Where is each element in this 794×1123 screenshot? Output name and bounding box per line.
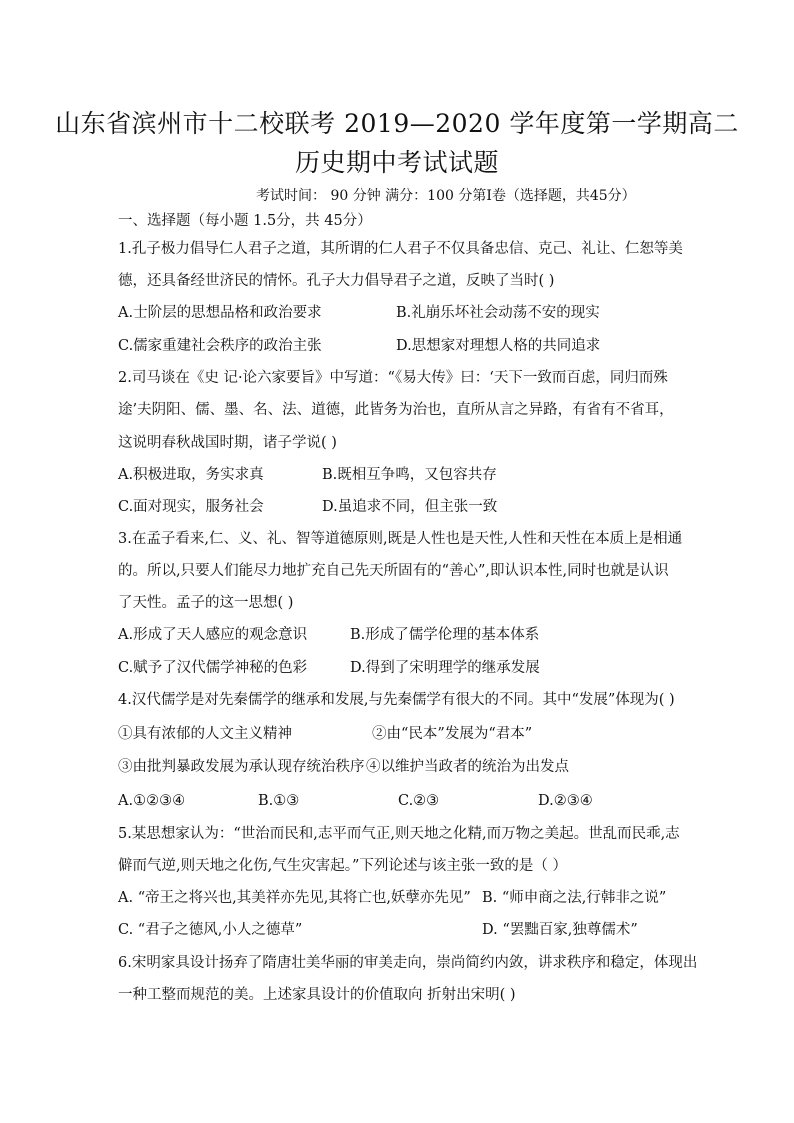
question-3-option-b: B.形成了儒学伦理的基本体系 <box>350 627 540 643</box>
question-2-option-d: D.虽追求不同，但主张一致 <box>322 499 498 515</box>
question-5-option-c: C. “君子之德风,小人之德草” <box>118 922 303 938</box>
page-title-line-1: 山东省滨州市十二校联考 2019—2020 学年度第一学期高二 <box>55 109 739 138</box>
question-3-option-d: D.得到了宋明理学的继承发展 <box>350 660 540 676</box>
question-4-option-d: D.②③④ <box>538 793 593 809</box>
question-3-option-a: A.形成了天人感应的观念意识 <box>118 627 308 643</box>
question-3-stem-line-3: 了天性。孟子的这一思想( ) <box>118 595 294 611</box>
question-5-option-a: A. “帝王之将兴也,其美祥亦先见,其将亡也,妖孽亦先见” <box>118 890 471 906</box>
question-6-stem-line-1: 6.宋明家具设计扬弃了隋唐壮美华丽的审美走向，崇尚简约内敛，讲求秩序和稳定，体现出 <box>118 955 698 971</box>
question-4-item-4: ④以维护当政者的统治为出发点 <box>366 759 569 775</box>
question-5-option-d: D. “罢黜百家,独尊儒术” <box>482 922 638 938</box>
question-3-stem-line-2: 的。所以,只要人们能尽力地扩充自己先天所固有的“善心”,即认识本性,同时也就是认识 <box>118 563 669 579</box>
question-4-option-b: B.①③ <box>258 793 300 809</box>
question-1-stem-line-2: 德，还具备经世济民的情怀。孔子大力倡导君子之道，反映了当时( ) <box>118 273 555 289</box>
question-2-option-a: A.积极进取，务实求真 <box>118 467 264 483</box>
question-4-item-1: ①具有浓郁的人文主义精神 <box>118 726 292 742</box>
question-1-stem-line-1: 1.孔子极力倡导仁人君子之道，其所谓的仁人君子不仅具备忠信、克己、礼让、仁恕等美 <box>118 241 683 257</box>
question-4-item-3: ③由批判暴政发展为承认现存统治秩序 <box>118 759 365 775</box>
exam-info: 考试时间： 90 分钟 满分：100 分第Ⅰ卷（选择题，共45分） <box>256 188 636 204</box>
question-1-option-b: B.礼崩乐坏社会动荡不安的现实 <box>396 305 600 321</box>
question-3-stem-line-1: 3.在孟子看来,仁、义、礼、智等道德原则,既是人性也是天性,人性和天性在本质上是相通 <box>118 531 683 547</box>
question-5-stem-line-2: 僻而气逆,则天地之化伤,气生灾害起。”下列论述与该主张一致的是（ ） <box>118 858 567 874</box>
question-4-option-c: C.②③ <box>398 793 440 809</box>
question-2-stem-line-1: 2.司马谈在《史 记·论六家要旨》中写道：“《易大传》曰：‘天下一致而百虑，同归而殊 <box>118 370 668 386</box>
question-4-option-a: A.①②③④ <box>118 793 186 809</box>
question-1-option-d: D.思想家对理想人格的共同追求 <box>396 338 601 354</box>
question-1-option-a: A.士阶层的思想品格和政治要求 <box>118 305 322 321</box>
question-5-option-b: B. “师申商之法,行韩非之说” <box>482 890 667 906</box>
page-title-line-2: 历史期中考试试题 <box>294 148 499 177</box>
question-2-option-c: C.面对现实，服务社会 <box>118 499 264 515</box>
question-5-stem-line-1: 5.某思想家认为：“世治而民和,志平而气正,则天地之化精,而万物之美起。世乱而民乖,志 <box>118 826 680 842</box>
section-heading: 一、选择题（每小题 1.5分，共 45分） <box>118 213 372 229</box>
question-2-option-b: B.既相互争鸣，又包容共存 <box>322 467 497 483</box>
question-4-item-2: ②由“民本”发展为“君本” <box>372 726 533 742</box>
question-4-stem-line-1: 4.汉代儒学是对先秦儒学的继承和发展,与先秦儒学有很大的不同。其中“发展”体现为( ) <box>118 692 675 708</box>
question-2-stem-line-3: 这说明春秋战国时期，诸子学说( ) <box>118 435 337 451</box>
question-1-option-c: C.儒家重建社会秩序的政治主张 <box>118 338 322 354</box>
question-6-stem-line-2: 一种工整而规范的美。上述家具设计的价值取向 折射出宋明( ) <box>118 987 516 1003</box>
question-2-stem-line-2: 途’夫阴阳、儒、墨、名、法、道德，此皆务为治也，直所从言之异路，有省有不省耳， <box>118 402 674 418</box>
question-3-option-c: C.赋予了汉代儒学神秘的色彩 <box>118 660 308 676</box>
